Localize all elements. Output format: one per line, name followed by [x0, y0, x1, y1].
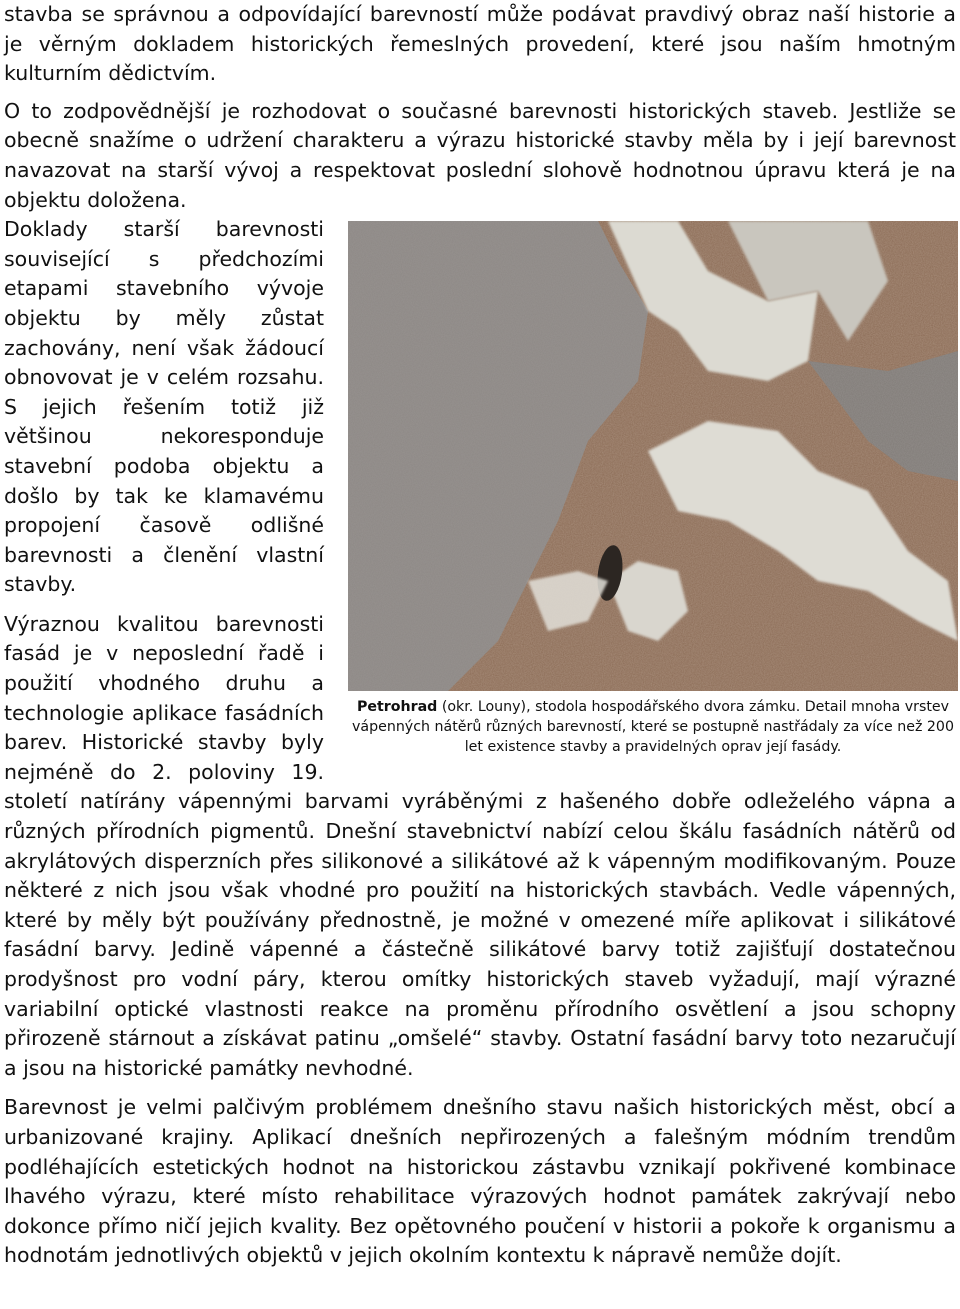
- paragraph-4: Barevnost je velmi palčivým problémem dnešního stavu našich historických měst, obcí a urbanizované krajiny. Aplikací dnešních nepřirozených a falešným módním trendům podléhajících estetických hodnot na historickou zástavbu vznikají pokřivené kombinace lhavého výrazu, které místo rehabilitace výrazových hodnot památek zakrývají nebo dokonce přímo ničí jejich kvality. Bez opětovného poučení v historii a pokoře k organismu a hodnotám jednotlivých objektů v jejich okolním kontextu k nápravě nemůže dojít.: [4, 1095, 956, 1268]
- figure: [340, 219, 960, 757]
- paragraph-2-top: O to zodpovědnější je rozhodovat o současné barevnosti historických staveb. Jestliže se obecně snažíme o udržení charakteru a výrazu historické stavby měla by i její barevnost navazovat na starší vývoj a respektovat poslední slohově hodnotnou úpravu která je na objektu doložena.: [4, 98, 956, 212]
- photo-limewash-layers: [348, 221, 958, 691]
- paragraph-2-wrapped: Doklady starší barevnosti související s předchozími etapami stavebního vývoje objektu by měly zůstat zachovány, není však žádoucí obnovovat je v celém rozsahu. S jejich řešením totiž již většinou nekoresponduje stavební podoba objektu a došlo by tak ke klamavému propojení časově odlišné barevnosti a členění vlastní stavby.: [4, 217, 324, 597]
- paragraph-3: Výraznou kvalitou barevnosti fasád je v neposlední řadě i použití vhodného druhu a technologie aplikace fasádních barev. Historické stavby byly nejméně do 2. poloviny 19. století natírány vápennými barvami vyráběnými z hašeného dobře odleželého vápna a různých přírodních pigmentů. Dnešní stavebnictví nabízí celou škálu fasádních nátěrů od akrylátových disperzních přes silikonové a silikátové až k vápenným modifikovaným. Pouze některé z nich jsou však vhodné pro použití na historických stavbách. Vedle vápenných, které by měly být používány přednostně, je možné v omezené míře aplikovat i silikátové fasádní barvy. Jedině vápenné a částečně silikátové barvy totiž zajišťují dostatečnou prodyšnost pro vodní páry, kterou omítky historických staveb vyžadují, mají výrazné variabilní optické vlastnosti reakce na proměnu přírodního osvětlení a jsou schopny přirozeně stárnout a získávat patinu „omšelé“ stavby. Ostatní fasádní barvy toto nezaručují a jsou na historické památky nevhodné.: [4, 611, 956, 1080]
- paragraph-1: stavba se správnou a odpovídající barevností může podávat pravdivý obraz naší historie a je věrným dokladem historických řemeslných provedení, které jsou naším hmotným kulturním dědictvím.: [4, 2, 956, 86]
- caption-place: Petrohrad: [356, 699, 438, 716]
- document-page: [4, 0, 956, 1271]
- figure-caption: [348, 697, 958, 757]
- caption-text: (okr. Louny), stodola hospodářského dvora zámku. Detail mnoha vrstev vápenných nátěrů různých barevností, které se postupně nastřádaly za více než 200 let existence stavby a pravidelných oprav její fasády.: [352, 699, 954, 756]
- section-with-figure: [4, 97, 956, 1271]
